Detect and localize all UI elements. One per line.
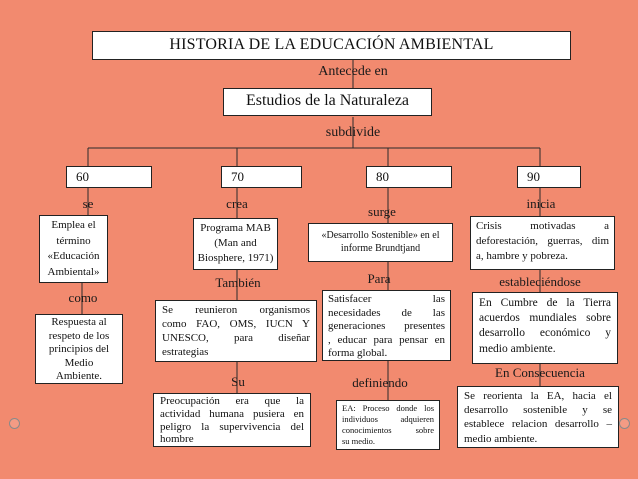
d80-box2-line: necesidades de las	[328, 306, 445, 319]
d80-box2-line: , educar para pensar en	[328, 333, 445, 346]
d90-box1-line: deforestación, guerras, dim	[476, 235, 609, 247]
d80-verb-definiendo: definiendo	[352, 375, 408, 390]
d60-box1-line: «Educación	[47, 250, 100, 262]
d60-box2-line: principios del	[48, 343, 110, 355]
d70-box-reunieron	[155, 300, 317, 362]
d80-box3-line: conocimientos sobre	[342, 425, 434, 435]
d80-box3-line: su medio.	[342, 436, 376, 446]
decade-80-year: 80	[376, 169, 389, 184]
d70-box2-line: UNESCO, para diseñar	[162, 332, 310, 344]
d60-box1-line: Ambiental»	[47, 265, 100, 278]
d60-box1-line: término	[56, 234, 91, 247]
slide-pin-left-icon	[9, 418, 20, 429]
d70-verb-su: Su	[231, 374, 245, 389]
d90-box3-line: Se reorienta la EA, hacia el	[464, 390, 612, 402]
d80-verb-surge: surge	[368, 204, 396, 219]
estudios-text: Estudios de la Naturaleza	[245, 92, 410, 109]
d70-box2-line: Se reunieron organismos	[162, 304, 310, 316]
d90-box2-line: medio ambiente.	[479, 342, 556, 355]
d60-verb-se: se	[82, 196, 94, 211]
d60-box-respuesta	[35, 314, 123, 384]
d90-verb-consecuencia: En Consecuencia	[495, 365, 585, 380]
d80-box2-line: generaciones presentes	[328, 320, 445, 333]
d80-box-desarrollo	[308, 223, 453, 262]
d70-box1-line: (Man and	[214, 237, 257, 249]
d90-box3-line: desarrollo sostenible y se	[464, 404, 612, 417]
d80-box2-line: Satisfacer las	[328, 293, 445, 305]
slide-pin-right-icon	[619, 418, 630, 429]
decade-60-box	[66, 166, 152, 188]
subdivide-label: subdivide	[325, 125, 381, 140]
d90-box2-line: desarrollo económico y	[479, 327, 611, 340]
d90-box2-line: En Cumbre de la Tierra	[479, 297, 611, 309]
d90-box3-line: medio ambiente.	[464, 432, 538, 445]
d70-box-programa	[193, 218, 278, 270]
decade-90-box	[517, 166, 581, 188]
antecede-label: Antecede en	[318, 64, 388, 79]
d70-box2-line: como FAO, OMS, IUCN Y	[162, 318, 310, 330]
d80-box1-line: informe Brundtjand	[340, 243, 421, 254]
d90-box1-line: a, hambre y pobreza.	[476, 250, 568, 262]
d70-box2-line: estrategias	[162, 346, 209, 358]
d70-box3-line: hombre	[160, 433, 194, 446]
d70-box3-line: Preocupación era que la	[160, 395, 304, 407]
d90-box3-line: establece relacion desarrollo –	[464, 418, 612, 431]
d80-verb-para: Para	[367, 271, 391, 286]
d70-box3-line: actividad humana pusiera en	[160, 407, 304, 420]
decade-70-box	[221, 166, 302, 188]
d80-box3-line: EA: Proceso donde los	[342, 403, 434, 413]
decade-80-box	[366, 166, 452, 188]
decade-60-year: 60	[76, 169, 89, 184]
decade-90-year: 90	[527, 169, 540, 184]
d80-box2-line: forma global.	[328, 347, 388, 360]
d90-box2-line: acuerdos mundiales sobre	[479, 312, 611, 325]
d70-box1-line: Biosphere, 1971)	[197, 252, 274, 264]
d70-box1-line: Programa MAB	[200, 222, 271, 234]
decade-70-year: 70	[231, 169, 244, 184]
d90-verb-inicia: inicia	[526, 196, 556, 211]
d80-box-ea-proceso	[336, 400, 440, 450]
d60-box1-line: Emplea el	[51, 219, 96, 231]
d60-box2-line: Respuesta al	[51, 316, 107, 328]
d60-box2-line: Medio	[64, 356, 94, 369]
title-box	[92, 31, 571, 60]
d90-verb-estableciendose: estableciéndose	[499, 274, 581, 289]
title-text: HISTORIA DE LA EDUCACIÓN AMBIENTAL	[169, 36, 494, 53]
d80-box1-line: «Desarrollo Sostenible» en el	[321, 230, 440, 241]
d90-box-cumbre	[472, 292, 618, 364]
d60-box2-line: respeto de los	[48, 329, 110, 342]
d90-box-crisis	[470, 216, 615, 270]
d80-box3-line: individuos adquieren	[342, 414, 434, 424]
d90-box1-line: Crisis motivadas a	[476, 220, 609, 232]
d70-box3-line: peligro la supervivencia del	[160, 420, 304, 433]
d60-verb-como: como	[68, 290, 98, 305]
d70-box-preocupacion	[153, 393, 311, 447]
d80-box-satisfacer	[322, 290, 451, 361]
d60-box-emplea	[39, 215, 108, 283]
estudios-box	[223, 88, 432, 116]
d70-verb-crea: crea	[226, 196, 248, 211]
d70-verb-tambien: También	[215, 275, 261, 290]
d90-box-reorienta	[457, 386, 619, 448]
d60-box2-line: Ambiente.	[55, 370, 103, 382]
